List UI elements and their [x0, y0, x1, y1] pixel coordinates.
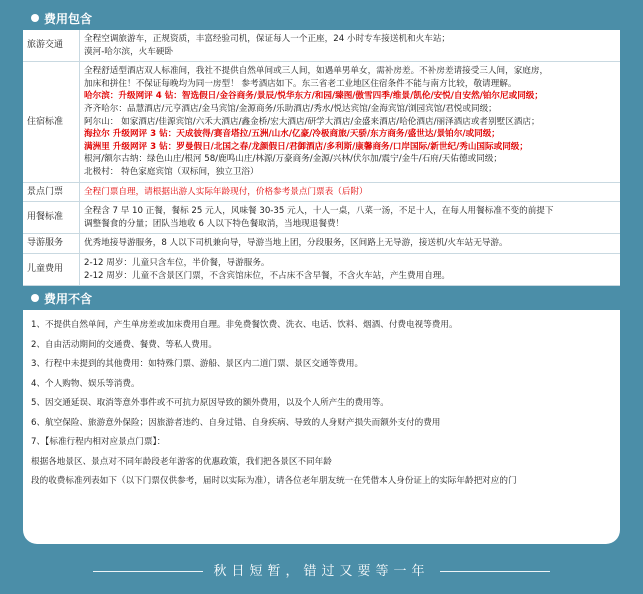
fee-card — [23, 6, 620, 544]
excluded-item: 7、【标准行程内相对应景点门票】： — [31, 437, 166, 448]
fee-detail-line: 满洲里 升级网评 3 钻：罗曼假日/北国之春/龙颜假日/君御酒店/多利斯/康馨商务/口岸国际/新世纪/秀山国际或同级； — [84, 141, 528, 152]
fee-row — [23, 253, 620, 285]
fee-row — [23, 62, 620, 182]
fee-detail-line: 2-12 周岁：儿童只含车位，半价餐，导游服务。 — [84, 257, 270, 268]
excluded-title: 费用不含 — [44, 291, 93, 306]
fee-category-label: 用餐标准 — [23, 202, 80, 234]
fee-category-label: 景点门票 — [23, 182, 80, 202]
fee-detail-line: 北极村： 特色家庭宾馆（双标间，独立卫浴） — [84, 166, 259, 177]
fee-detail-line: 哈尔滨：升级网评 4 钻：智选假日/金谷商务/景辰/悦华东方/和园/臻图/傲雪四季/维景/凯伦/安悦/自安然/铂尔尼或同级； — [84, 91, 543, 102]
fee-detail-line: 漠河-哈尔滨，火车硬卧 — [84, 46, 174, 57]
fee-detail-line: 阿尔山： 如家酒店/佳源宾馆/六禾大酒店/鑫金桥/宏大酒店/研学大酒店/金盛来酒店/哈伦酒店/丽泽酒店或者别墅区酒店； — [84, 116, 540, 127]
included-table — [23, 30, 620, 286]
fee-row — [23, 182, 620, 202]
excluded-item: 2、自由活动期间的交通费、餐费、等私人费用。 — [31, 339, 217, 350]
excluded-list — [23, 310, 620, 492]
fee-row — [23, 234, 620, 254]
fee-category-label: 儿童费用 — [23, 253, 80, 285]
fee-row — [23, 202, 620, 234]
excluded-item: 5、因交通延误、取消等意外事件或不可抗力原因导致的额外费用，以及个人所产生的费用等。 — [31, 398, 389, 409]
fee-detail-line: 全程门票自理，请根据出游人实际年龄现付，价格参考景点门票表（后附） — [84, 186, 368, 197]
fee-detail-line: 全程含 7 早 10 正餐，餐标 25 元人，风味餐 30-35 元人，十人一桌，八菜一汤，不足十人，在每人用餐标准不变的前提下 — [84, 206, 554, 217]
included-title: 费用包含 — [44, 11, 93, 26]
bullet-icon — [31, 14, 39, 22]
excluded-header — [23, 286, 620, 310]
divider-left — [93, 571, 203, 572]
excluded-item: 6、航空保险、旅游意外保险；因旅游者违约、自身过错、自身疾病、导致的人身财产损失而额外支付的费用 — [31, 417, 441, 428]
fee-detail-cell — [80, 202, 621, 234]
excluded-item: 1、不提供自然单间，产生单房差或加床费用自理。非免费餐饮费、洗衣、电话、饮料、烟酒、付费电视等费用。 — [31, 320, 458, 331]
fee-detail-line: 调整餐食的分量；团队当地收 6 人以下特色餐取消，当地现退餐费！ — [84, 218, 345, 229]
fee-category-label: 导游服务 — [23, 234, 80, 254]
fee-detail-line: 全程空调旅游车，正规资质，丰富经验司机，保证每人一个正座，24 小时专车接送机和火车站； — [84, 34, 451, 44]
fee-detail-line: 全程舒适型酒店双人标准间，我社不提供自然单间或三人间，如遇单男单女，需补房差。不补房差请接受三人间，家庭房， — [84, 66, 549, 77]
fee-detail-line: 齐齐哈尔：品慧酒店/元亨酒店/金马宾馆/金源商务/乐助酒店/秀水/悦达宾馆/金海宾馆/浏园宾馆/君悦或同级； — [84, 103, 497, 114]
fee-detail-line: 优秀地接导游服务，8 人以下司机兼向导，导游当地上团，分段服务，区间路上无导游，接送机/火车站无导游。 — [84, 238, 508, 249]
divider-right — [440, 571, 550, 572]
fee-detail-cell — [80, 30, 621, 62]
fee-detail-line: 海拉尔 升级网评 3 钻：天成彼得/赛音塔拉/五洲/山水/亿豪/冷极商旅/天骄/东方商务/盛世达/景铂尔/或同级； — [84, 129, 500, 140]
fee-row — [23, 30, 620, 62]
excluded-item: 4、个人购物、娱乐等消费。 — [31, 378, 140, 389]
excluded-item: 根据各地景区、景点对不同年龄段老年游客的优惠政策，我们把各景区不同年龄 — [31, 456, 332, 467]
fee-detail-cell — [80, 182, 621, 202]
fee-detail-cell — [80, 62, 621, 182]
excluded-item: 3、行程中未提到的其他费用：如特殊门票、游船、景区内二道门票、景区交通等费用。 — [31, 359, 364, 370]
fee-category-label: 住宿标准 — [23, 62, 80, 182]
footer-slogan: 秋日短暂，错过又要等一年 — [213, 564, 430, 579]
fee-detail-cell — [80, 234, 621, 254]
footer-slogan-bar — [0, 560, 643, 579]
excluded-item: 段的收费标准列表如下（以下门票仅供参考，届时以实际为准），请各位老年朋友统一在凭借本人身份证上的实际年龄把对应的门 — [31, 476, 517, 487]
fee-detail-line: 根河/额尔古纳：绿色山庄/根河 58/鹿鸣山庄/林源/万豪商务/金源/兴林/伏尔加/震宁/金牛/石府/天佑德或同级； — [84, 154, 502, 165]
fee-detail-cell — [80, 253, 621, 285]
bullet-icon — [31, 294, 39, 302]
fee-category-label: 旅游交通 — [23, 30, 80, 62]
fee-detail-line: 2-12 周岁：儿童不含景区门票，不含宾馆床位，不占床不含早餐，不含火车站，产生费用自理。 — [84, 270, 450, 281]
fee-detail-line: 加床和拼住！不保证每晚均为同一房型！ 参考酒店如下。东三省老工业地区住宿条件不能与南方比较，敬请理解。 — [84, 78, 517, 89]
included-header — [23, 6, 620, 30]
